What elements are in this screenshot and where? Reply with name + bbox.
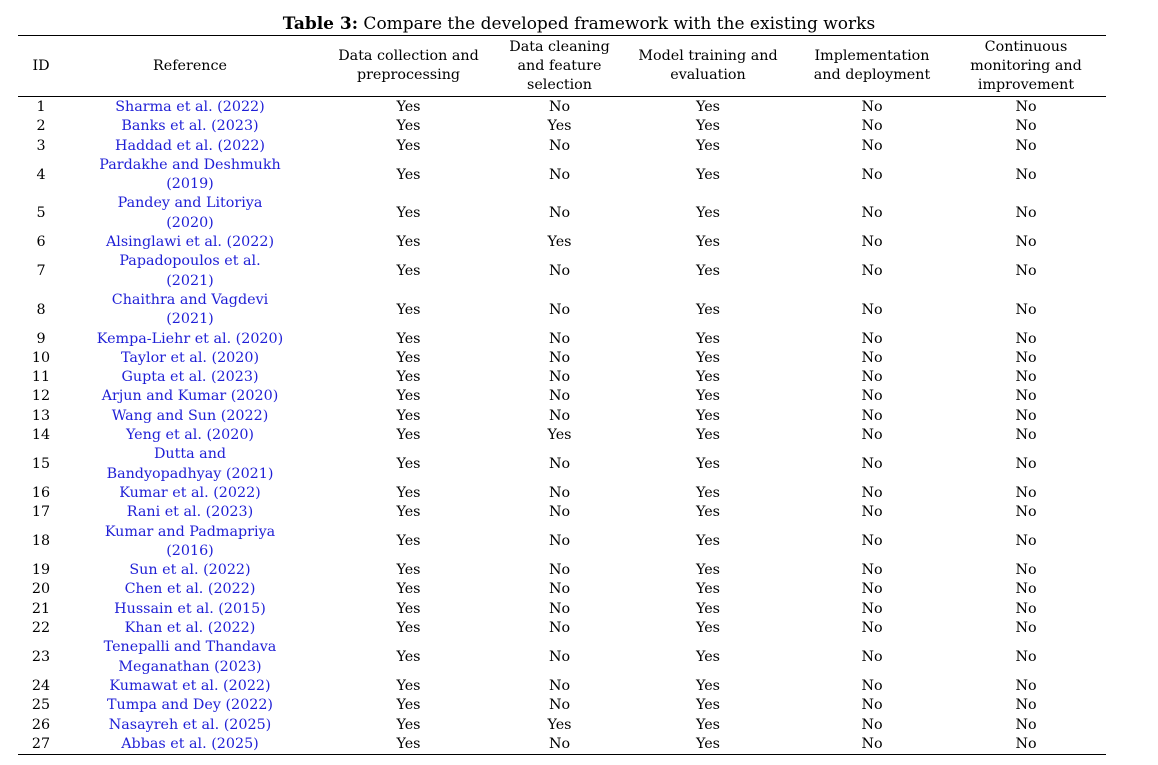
table-row bbox=[18, 445, 1106, 484]
cell-implementation: No bbox=[861, 99, 883, 115]
cell-implementation: No bbox=[861, 388, 883, 405]
cell-monitoring: No bbox=[1015, 166, 1037, 183]
cell-model-training: Yes bbox=[696, 562, 720, 579]
cell-reference[interactable] bbox=[64, 368, 316, 387]
cell-monitoring: No bbox=[1015, 533, 1037, 550]
cell-data-cleaning: No bbox=[548, 562, 571, 579]
cell-model-training: Yes bbox=[696, 234, 720, 251]
cell-data-collection: Yes bbox=[396, 234, 421, 251]
table-row bbox=[18, 194, 1106, 233]
cell-model-training: Yes bbox=[696, 427, 720, 444]
reference-link-line[interactable]: Wang and Sun (2022) bbox=[111, 407, 269, 424]
reference-link-line[interactable]: Yeng et al. (2020) bbox=[125, 427, 255, 444]
cell-monitoring: No bbox=[1015, 369, 1037, 386]
cell-data-cleaning: No bbox=[548, 263, 571, 280]
cell-data-collection: Yes bbox=[396, 99, 421, 115]
cell-data-cleaning: No bbox=[548, 600, 571, 617]
cell-monitoring: No bbox=[1015, 330, 1037, 347]
table-row bbox=[18, 600, 1106, 619]
cell-data-collection: Yes bbox=[396, 697, 421, 714]
cell-implementation: No bbox=[861, 301, 883, 318]
cell-data-collection: Yes bbox=[396, 504, 421, 521]
cell-monitoring: No bbox=[1015, 99, 1037, 115]
reference-link-line[interactable]: Banks et al. (2023) bbox=[121, 118, 259, 135]
cell-monitoring: No bbox=[1015, 407, 1037, 424]
cell-implementation: No bbox=[861, 234, 883, 251]
cell-data-cleaning: No bbox=[548, 581, 571, 598]
table-row bbox=[18, 523, 1106, 562]
table-row bbox=[18, 696, 1106, 715]
cell-data-collection: Yes bbox=[396, 677, 421, 694]
table-row bbox=[18, 426, 1106, 445]
reference-link-line[interactable]: Taylor et al. (2020) bbox=[120, 349, 260, 366]
cell-data-cleaning: No bbox=[548, 388, 571, 405]
cell-data-cleaning: No bbox=[548, 504, 571, 521]
cell-implementation: No bbox=[861, 620, 883, 637]
cell-model-training: Yes bbox=[696, 118, 720, 135]
cell-id: 8 bbox=[36, 301, 46, 318]
cell-implementation: No bbox=[861, 600, 883, 617]
cell-data-cleaning: No bbox=[548, 455, 571, 472]
cell-reference[interactable] bbox=[64, 523, 316, 562]
cell-model-training: Yes bbox=[696, 263, 720, 280]
reference-link-line[interactable]: Nasayreh et al. (2025) bbox=[108, 716, 272, 733]
cell-monitoring: No bbox=[946, 735, 1106, 755]
table-row bbox=[18, 368, 1106, 387]
cell-implementation: No bbox=[861, 166, 883, 183]
cell-model-training: Yes bbox=[696, 697, 720, 714]
cell-data-cleaning: No bbox=[548, 407, 571, 424]
cell-data-collection: Yes bbox=[396, 137, 421, 154]
table-row bbox=[18, 677, 1106, 696]
cell-implementation: No bbox=[861, 205, 883, 222]
cell-model-training: Yes bbox=[696, 648, 720, 665]
cell-id: 14 bbox=[31, 427, 51, 444]
cell-reference[interactable] bbox=[64, 97, 316, 118]
col-header-data-cleaning: Data cleaning and feature selection bbox=[501, 36, 618, 97]
cell-model-training: Yes bbox=[696, 600, 720, 617]
cell-monitoring: No bbox=[1015, 697, 1037, 714]
table-body bbox=[18, 97, 1106, 755]
cell-data-collection: Yes bbox=[396, 620, 421, 637]
cell-monitoring: No bbox=[1015, 677, 1037, 694]
col-header-data-collection: Data collection and preprocessing bbox=[316, 36, 501, 97]
cell-model-training: Yes bbox=[696, 455, 720, 472]
cell-model-training: Yes bbox=[696, 369, 720, 386]
cell-data-cleaning: No bbox=[548, 484, 571, 501]
cell-model-training: Yes bbox=[618, 735, 798, 755]
reference-link-line[interactable]: (2019) bbox=[166, 176, 214, 193]
col-header-reference: Reference bbox=[64, 36, 316, 97]
reference-link-line[interactable]: (2021) bbox=[166, 311, 214, 328]
table-row bbox=[18, 484, 1106, 503]
reference-link-line[interactable]: Chaithra and Vagdevi bbox=[111, 291, 269, 308]
cell-data-collection: Yes bbox=[396, 484, 421, 501]
cell-reference[interactable] bbox=[64, 735, 316, 755]
cell-id: 21 bbox=[31, 600, 51, 617]
cell-implementation: No bbox=[861, 677, 883, 694]
reference-link-line[interactable]: Sun et al. (2022) bbox=[129, 562, 251, 579]
cell-model-training: Yes bbox=[696, 99, 720, 115]
cell-implementation: No bbox=[861, 648, 883, 665]
cell-monitoring: No bbox=[1015, 716, 1037, 733]
cell-reference[interactable] bbox=[64, 716, 316, 735]
reference-link-line[interactable]: Sharma et al. (2022) bbox=[115, 99, 265, 115]
cell-id: 18 bbox=[31, 533, 51, 550]
cell-data-collection: Yes bbox=[396, 581, 421, 598]
cell-id: 2 bbox=[36, 118, 46, 135]
cell-reference[interactable] bbox=[64, 233, 316, 252]
cell-monitoring: No bbox=[1015, 620, 1037, 637]
table-row bbox=[18, 580, 1106, 599]
cell-monitoring: No bbox=[1015, 263, 1037, 280]
table-row bbox=[18, 619, 1106, 638]
table-row bbox=[18, 503, 1106, 522]
cell-id: 3 bbox=[36, 137, 46, 154]
cell-implementation: No bbox=[861, 349, 883, 366]
cell-data-collection: Yes bbox=[396, 166, 421, 183]
cell-id: 10 bbox=[31, 349, 51, 366]
reference-link-line[interactable]: Pardakhe and Deshmukh bbox=[99, 156, 281, 173]
cell-data-collection: Yes bbox=[396, 118, 421, 135]
reference-link-line[interactable]: Rani et al. (2023) bbox=[126, 504, 254, 521]
cell-data-collection: Yes bbox=[396, 533, 421, 550]
cell-data-collection: Yes bbox=[396, 388, 421, 405]
cell-model-training: Yes bbox=[696, 137, 720, 154]
cell-reference[interactable] bbox=[64, 696, 316, 715]
cell-model-training: Yes bbox=[696, 205, 720, 222]
cell-monitoring: No bbox=[1015, 484, 1037, 501]
cell-data-collection: Yes bbox=[396, 600, 421, 617]
cell-data-cleaning: No bbox=[548, 620, 571, 637]
cell-implementation: No bbox=[861, 427, 883, 444]
cell-monitoring: No bbox=[1015, 205, 1037, 222]
cell-id: 20 bbox=[31, 581, 51, 598]
cell-data-cleaning: No bbox=[548, 166, 571, 183]
cell-reference[interactable] bbox=[64, 561, 316, 580]
reference-link-line[interactable]: Arjun and Kumar (2020) bbox=[101, 388, 279, 405]
cell-id: 1 bbox=[36, 99, 46, 115]
cell-data-cleaning: No bbox=[548, 677, 571, 694]
cell-model-training: Yes bbox=[696, 581, 720, 598]
cell-id: 5 bbox=[36, 205, 46, 222]
cell-data-collection: Yes bbox=[396, 455, 421, 472]
cell-data-cleaning: No bbox=[548, 648, 571, 665]
cell-data-collection: Yes bbox=[396, 369, 421, 386]
cell-data-collection: Yes bbox=[396, 648, 421, 665]
cell-data-cleaning: Yes bbox=[547, 118, 572, 135]
reference-link-line[interactable]: (2016) bbox=[166, 542, 214, 559]
cell-id: 16 bbox=[31, 484, 51, 501]
cell-id: 15 bbox=[31, 455, 51, 472]
cell-reference[interactable] bbox=[64, 445, 316, 484]
reference-link-line[interactable]: Hussain et al. (2015) bbox=[114, 600, 266, 617]
cell-reference[interactable] bbox=[64, 407, 316, 426]
table-row bbox=[18, 387, 1106, 406]
cell-id: 7 bbox=[36, 263, 46, 280]
cell-monitoring: No bbox=[1015, 118, 1037, 135]
reference-link-line[interactable]: Gupta et al. (2023) bbox=[121, 369, 259, 386]
table-row bbox=[18, 716, 1106, 735]
reference-link-line[interactable]: Alsinglawi et al. (2022) bbox=[105, 234, 275, 251]
reference-link-line[interactable]: Abbas et al. (2025) bbox=[121, 735, 259, 752]
cell-id: 26 bbox=[31, 716, 51, 733]
cell-data-collection: Yes bbox=[396, 427, 421, 444]
cell-reference[interactable] bbox=[64, 484, 316, 503]
cell-monitoring: No bbox=[1015, 137, 1037, 154]
cell-reference[interactable] bbox=[64, 137, 316, 156]
cell-reference[interactable] bbox=[64, 677, 316, 696]
header-row bbox=[18, 36, 1106, 97]
cell-reference[interactable] bbox=[64, 349, 316, 368]
table-row bbox=[18, 407, 1106, 426]
col-header-model-training: Model training and evaluation bbox=[618, 36, 798, 97]
cell-data-collection: Yes bbox=[316, 735, 501, 755]
cell-monitoring: No bbox=[1015, 388, 1037, 405]
cell-data-collection: Yes bbox=[396, 716, 421, 733]
cell-implementation: No bbox=[861, 581, 883, 598]
table-row bbox=[18, 735, 1106, 755]
cell-monitoring: No bbox=[1015, 648, 1037, 665]
cell-data-collection: Yes bbox=[396, 349, 421, 366]
cell-implementation: No bbox=[861, 137, 883, 154]
cell-monitoring: No bbox=[1015, 455, 1037, 472]
caption-label: Table 3: bbox=[282, 14, 359, 34]
cell-monitoring: No bbox=[1015, 581, 1037, 598]
cell-implementation: No bbox=[861, 118, 883, 135]
cell-implementation: No bbox=[861, 330, 883, 347]
cell-implementation: No bbox=[861, 369, 883, 386]
cell-model-training: Yes bbox=[696, 716, 720, 733]
cell-monitoring: No bbox=[1015, 504, 1037, 521]
cell-id: 4 bbox=[36, 166, 46, 183]
cell-id: 12 bbox=[31, 388, 51, 405]
cell-reference[interactable] bbox=[64, 580, 316, 599]
table-row bbox=[18, 156, 1106, 195]
cell-reference[interactable] bbox=[64, 252, 316, 291]
cell-model-training: Yes bbox=[696, 349, 720, 366]
table-row bbox=[18, 233, 1106, 252]
cell-implementation: No bbox=[861, 263, 883, 280]
table-row bbox=[18, 117, 1106, 136]
table-row bbox=[18, 291, 1106, 330]
cell-model-training: Yes bbox=[696, 407, 720, 424]
cell-monitoring: No bbox=[1015, 234, 1037, 251]
cell-implementation: No bbox=[861, 504, 883, 521]
cell-data-cleaning: No bbox=[548, 349, 571, 366]
cell-data-collection: Yes bbox=[396, 301, 421, 318]
cell-id: 27 bbox=[18, 735, 64, 755]
cell-model-training: Yes bbox=[696, 388, 720, 405]
cell-implementation: No bbox=[861, 716, 883, 733]
cell-reference[interactable] bbox=[64, 330, 316, 349]
reference-link-line[interactable]: Kumar and Padmapriya bbox=[104, 523, 276, 540]
cell-implementation: No bbox=[798, 735, 946, 755]
reference-link-line[interactable]: Tumpa and Dey (2022) bbox=[106, 697, 274, 714]
cell-id: 23 bbox=[31, 648, 51, 665]
cell-reference[interactable] bbox=[64, 387, 316, 406]
cell-data-cleaning: Yes bbox=[547, 234, 572, 251]
cell-data-cleaning: No bbox=[548, 533, 571, 550]
cell-model-training: Yes bbox=[696, 301, 720, 318]
cell-monitoring: No bbox=[1015, 349, 1037, 366]
cell-reference[interactable] bbox=[64, 194, 316, 233]
table-row bbox=[18, 252, 1106, 291]
cell-data-collection: Yes bbox=[396, 263, 421, 280]
cell-data-cleaning: Yes bbox=[547, 716, 572, 733]
cell-id: 25 bbox=[31, 697, 51, 714]
table-row bbox=[18, 330, 1106, 349]
reference-link-line[interactable]: Khan et al. (2022) bbox=[124, 620, 256, 637]
cell-id: 9 bbox=[36, 330, 46, 347]
cell-data-cleaning: No bbox=[548, 301, 571, 318]
cell-id: 19 bbox=[31, 562, 51, 579]
reference-link-line[interactable]: Tenepalli and Thandava bbox=[103, 639, 277, 656]
cell-id: 17 bbox=[31, 504, 51, 521]
reference-link-line[interactable]: Meganathan (2023) bbox=[118, 658, 262, 675]
cell-data-cleaning: No bbox=[548, 137, 571, 154]
cell-monitoring: No bbox=[1015, 427, 1037, 444]
cell-implementation: No bbox=[861, 533, 883, 550]
reference-link-line[interactable]: Papadopoulos et al. bbox=[119, 253, 261, 270]
reference-link-line[interactable]: (2020) bbox=[166, 214, 214, 231]
table-row bbox=[18, 638, 1106, 677]
cell-monitoring: No bbox=[1015, 600, 1037, 617]
cell-data-cleaning: No bbox=[548, 369, 571, 386]
cell-reference[interactable] bbox=[64, 117, 316, 136]
cell-model-training: Yes bbox=[696, 484, 720, 501]
cell-reference[interactable] bbox=[64, 156, 316, 195]
cell-implementation: No bbox=[861, 697, 883, 714]
reference-link-line[interactable]: Pandey and Litoriya bbox=[117, 195, 263, 212]
cell-data-collection: Yes bbox=[396, 330, 421, 347]
cell-reference[interactable] bbox=[64, 638, 316, 677]
table-row bbox=[18, 561, 1106, 580]
cell-data-cleaning: No bbox=[548, 205, 571, 222]
cell-monitoring: No bbox=[1015, 562, 1037, 579]
cell-reference[interactable] bbox=[64, 503, 316, 522]
cell-data-cleaning: No bbox=[548, 99, 571, 115]
reference-link-line[interactable]: Chen et al. (2022) bbox=[124, 581, 256, 598]
col-header-id: ID bbox=[18, 36, 64, 97]
reference-link-line[interactable]: Dutta and bbox=[153, 446, 227, 463]
cell-data-collection: Yes bbox=[396, 205, 421, 222]
cell-model-training: Yes bbox=[696, 504, 720, 521]
table-row bbox=[18, 97, 1106, 118]
cell-id: 11 bbox=[31, 369, 51, 386]
col-header-implementation: Implementation and deployment bbox=[798, 36, 946, 97]
cell-data-cleaning: Yes bbox=[547, 427, 572, 444]
cell-data-cleaning: No bbox=[501, 735, 618, 755]
cell-reference[interactable] bbox=[64, 600, 316, 619]
reference-link-line[interactable]: Kempa-Liehr et al. (2020) bbox=[96, 330, 284, 347]
cell-data-collection: Yes bbox=[396, 407, 421, 424]
comparison-table bbox=[18, 35, 1106, 755]
cell-model-training: Yes bbox=[696, 620, 720, 637]
cell-data-collection: Yes bbox=[396, 562, 421, 579]
cell-reference[interactable] bbox=[64, 426, 316, 445]
reference-link-line[interactable]: Kumar et al. (2022) bbox=[119, 484, 261, 501]
cell-model-training: Yes bbox=[696, 677, 720, 694]
cell-implementation: No bbox=[861, 484, 883, 501]
cell-data-cleaning: No bbox=[548, 697, 571, 714]
cell-implementation: No bbox=[861, 562, 883, 579]
cell-reference[interactable] bbox=[64, 291, 316, 330]
cell-implementation: No bbox=[861, 407, 883, 424]
cell-model-training: Yes bbox=[696, 166, 720, 183]
cell-id: 22 bbox=[31, 620, 51, 637]
cell-id: 6 bbox=[36, 234, 46, 251]
cell-data-cleaning: No bbox=[548, 330, 571, 347]
cell-id: 24 bbox=[31, 677, 51, 694]
cell-model-training: Yes bbox=[696, 330, 720, 347]
table-caption bbox=[0, 13, 1158, 35]
cell-monitoring: No bbox=[1015, 301, 1037, 318]
cell-implementation: No bbox=[861, 455, 883, 472]
cell-model-training: Yes bbox=[696, 533, 720, 550]
col-header-monitoring: Continuous monitoring and improvement bbox=[946, 36, 1106, 97]
table-row bbox=[18, 137, 1106, 156]
reference-link-line[interactable]: (2021) bbox=[166, 272, 214, 289]
reference-link-line[interactable]: Haddad et al. (2022) bbox=[115, 137, 265, 154]
table-row bbox=[18, 349, 1106, 368]
caption-text: Compare the developed framework with the existing works bbox=[358, 14, 876, 34]
reference-link-line[interactable]: Kumawat et al. (2022) bbox=[109, 677, 271, 694]
reference-link-line[interactable]: Bandyopadhyay (2021) bbox=[106, 465, 274, 482]
cell-reference[interactable] bbox=[64, 619, 316, 638]
cell-id: 13 bbox=[31, 407, 51, 424]
